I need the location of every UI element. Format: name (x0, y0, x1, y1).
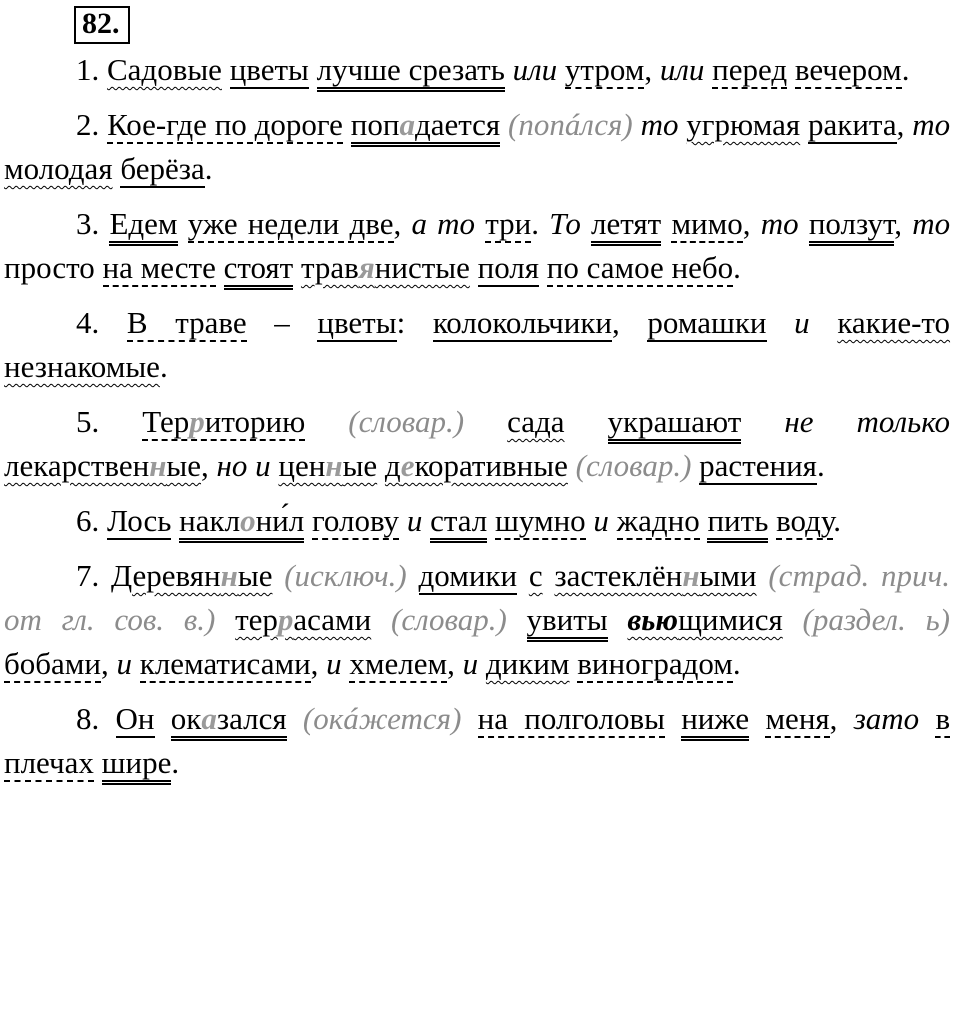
highlight-letter: а (399, 107, 415, 142)
word: а то (411, 206, 476, 241)
sentence-4 (4, 301, 950, 389)
word-part: накл (179, 503, 241, 538)
sentence-1 (4, 48, 950, 92)
word: меня (765, 701, 830, 736)
punct: , (612, 305, 648, 340)
word: хмелем (349, 646, 448, 681)
punct: , (201, 448, 217, 483)
word: поля (477, 250, 540, 285)
word-part: асами (293, 602, 372, 637)
word: клематисами (139, 646, 311, 681)
sentence-8 (4, 697, 950, 785)
word: стал (430, 503, 487, 543)
word: растения (699, 448, 817, 483)
word: То (549, 206, 581, 241)
word: Садовые (107, 52, 222, 87)
word: виноградом (577, 646, 733, 681)
word: домики (418, 558, 518, 593)
word: не только (784, 404, 951, 439)
word: и (406, 503, 423, 538)
word: и (462, 646, 479, 681)
word-part: Деревян (111, 558, 221, 593)
word: бобами (4, 646, 102, 681)
word: то (912, 107, 951, 142)
highlight-letter: а (201, 701, 217, 736)
punct: , (896, 107, 913, 142)
word: уже недели две (187, 206, 394, 241)
punct: . (816, 448, 825, 483)
word: Едем (109, 206, 177, 246)
word-part: иторию (204, 404, 306, 439)
word: и (326, 646, 342, 681)
word: цветы (317, 305, 397, 340)
word: три (485, 206, 532, 241)
word: в плечах (4, 701, 951, 780)
highlight-letter: н (220, 558, 238, 593)
word-part: ые (166, 448, 202, 483)
sentence-2 (4, 103, 950, 191)
exercise-number: 82. (74, 6, 130, 44)
highlight-letter: р (189, 404, 205, 439)
word-part: ыми (699, 558, 757, 593)
highlight-letters: вью (627, 602, 679, 637)
word: на месте (102, 250, 216, 285)
word: увиты (527, 602, 608, 642)
word: жадно (616, 503, 700, 538)
word: диким (485, 646, 570, 681)
highlight-letter: н (325, 448, 343, 483)
word-part: цен (278, 448, 326, 483)
word: на полголовы (477, 701, 665, 736)
word: стоят (224, 250, 294, 290)
word: утром (564, 52, 645, 87)
word: сада (507, 404, 565, 439)
word: вечером (794, 52, 902, 87)
sentence-6 (4, 499, 950, 543)
highlight-letter: н (149, 448, 167, 483)
sentence-7 (4, 554, 950, 686)
punct: , (829, 701, 854, 736)
sentence-3 (4, 202, 950, 290)
punct: . (901, 52, 910, 87)
word: Лось (107, 503, 172, 538)
word: Он (115, 701, 155, 736)
word: и (116, 646, 133, 681)
punct: . (204, 151, 213, 186)
sentence-number: 8. (76, 701, 116, 736)
word-part: нистые (374, 250, 470, 285)
word: ниже (681, 701, 749, 741)
word: или (512, 52, 558, 87)
word: зато (853, 701, 920, 736)
word: шумно (495, 503, 586, 538)
word-part: ни́л (255, 503, 305, 538)
word: цветы (229, 52, 309, 87)
annotation: (страд. прич. от гл. сов. в.) (4, 558, 951, 637)
punct: . (733, 250, 741, 285)
word-part: зался (216, 701, 287, 736)
word: колокольчики (432, 305, 613, 340)
annotation: (словар.) (348, 404, 465, 439)
word-part: поп (350, 107, 400, 142)
word: пить (707, 503, 768, 543)
word: то (640, 107, 679, 142)
highlight-letter: о (240, 503, 256, 538)
word-part: ые (237, 558, 273, 593)
highlight-letter: н (682, 558, 700, 593)
word-part: дается (414, 107, 501, 142)
punct: , (644, 52, 660, 87)
highlight-letter: я (358, 250, 375, 285)
sentence-number: 6. (76, 503, 107, 538)
word-part: щимися (678, 602, 783, 637)
punct: . (531, 206, 550, 241)
punct: , (101, 646, 117, 681)
word: и (593, 503, 609, 538)
sentence-5 (4, 400, 950, 488)
punct: , (742, 206, 761, 241)
word: какие-то незнакомые (4, 305, 951, 384)
word-part: д (384, 448, 401, 483)
word: по самое небо (546, 250, 734, 285)
punct: , (393, 206, 412, 241)
highlight-letter: р (277, 602, 294, 637)
sentence-number: 2. (76, 107, 108, 142)
word: то (912, 206, 951, 241)
word: берёза (120, 151, 205, 186)
word: летят (591, 206, 661, 246)
word: ползут (809, 206, 894, 246)
word: с (528, 558, 543, 593)
word: В траве (126, 305, 247, 340)
word-part: трав (300, 250, 359, 285)
punct: : (396, 305, 433, 340)
word: или (659, 52, 705, 87)
word: просто (4, 250, 103, 285)
punct: . (159, 349, 168, 384)
word: перед (712, 52, 788, 87)
word: ракита (808, 107, 897, 142)
annotation: (раздел. ь) (802, 602, 951, 637)
sentence-number: 3. (76, 206, 110, 241)
word: лучше срезать (317, 52, 505, 92)
word: голову (311, 503, 400, 538)
word-part: тер (235, 602, 278, 637)
word: молодая (4, 151, 113, 186)
annotation: (словар.) (575, 448, 692, 483)
sentence-number: 1. (76, 52, 107, 87)
highlight-letter: е (400, 448, 415, 483)
word: угрюмая (686, 107, 801, 142)
sentence-number: 4. (76, 305, 127, 340)
word: шире (102, 745, 172, 785)
word: и (794, 305, 810, 340)
word-part: ые (342, 448, 378, 483)
word: то (760, 206, 799, 241)
punct: . (833, 503, 842, 538)
annotation: (окáжется) (302, 701, 462, 736)
word-part: Тер (142, 404, 190, 439)
word: воду (776, 503, 834, 538)
word: Кое-где по дороге (107, 107, 343, 142)
word: ромашки (647, 305, 767, 340)
punct: . (171, 745, 180, 780)
annotation: (словар.) (391, 602, 507, 637)
punct: , (447, 646, 463, 681)
punct: – (246, 305, 318, 340)
word: но и (216, 448, 271, 483)
word-part: лекарствен (4, 448, 150, 483)
word-part: коративные (414, 448, 568, 483)
word-part: застеклён (554, 558, 683, 593)
punct: , (894, 206, 913, 241)
word: украшают (608, 404, 742, 444)
word-part: ок (170, 701, 202, 736)
sentence-number: 7. (76, 558, 112, 593)
word: мимо (671, 206, 743, 241)
sentence-number: 5. (76, 404, 143, 439)
punct: . (732, 646, 741, 681)
annotation: (попáлся) (508, 107, 633, 142)
punct: , (310, 646, 327, 681)
annotation: (исключ.) (284, 558, 407, 593)
